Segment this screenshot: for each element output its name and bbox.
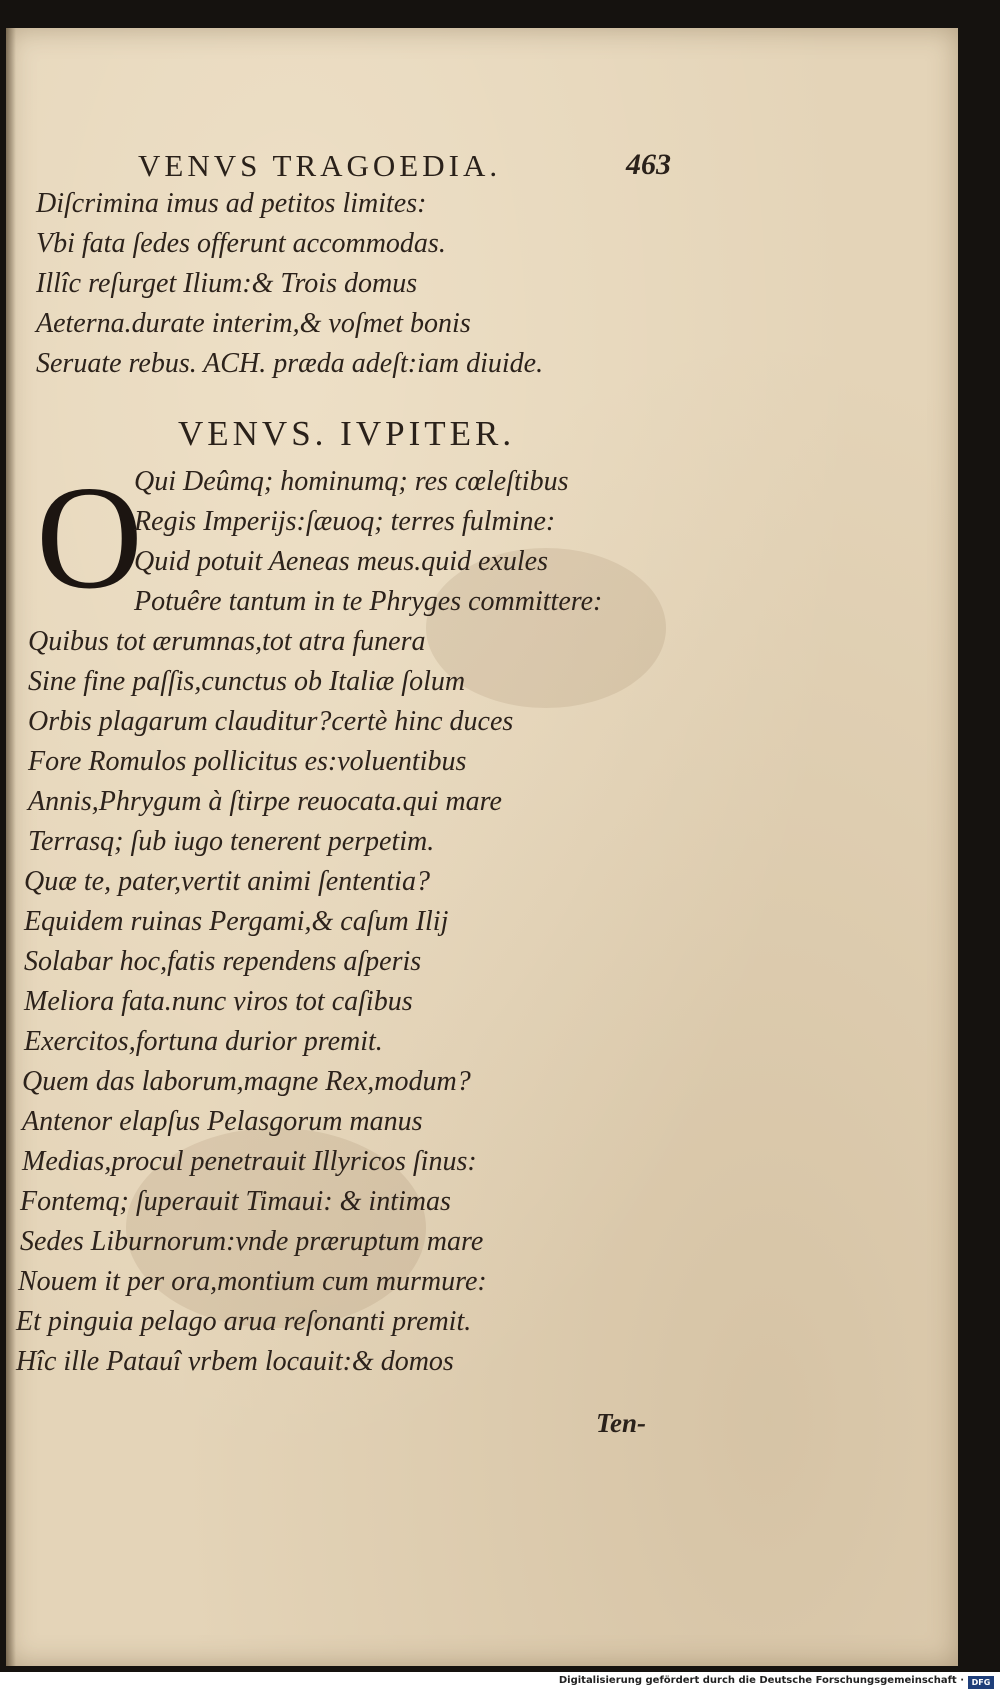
- verse-line: Terrasq; ſub iugo tenerent perpetim.: [28, 826, 435, 857]
- verse-line: Nouem it per ora,montium cum murmure:: [18, 1266, 487, 1297]
- verse-line: Hîc ille Patauî vrbem locauit:& domos: [16, 1346, 454, 1377]
- book-page: [6, 28, 958, 1666]
- page-gutter-shadow: [6, 28, 16, 1666]
- verse-line: Quid potuit Aeneas meus.quid exules: [134, 546, 548, 577]
- verse-line: Illîc reſurget Ilium:& Trois domus: [36, 268, 418, 299]
- verse-line: Fore Romulos pollicitus es:voluentibus: [28, 746, 467, 777]
- dfg-logo-icon: DFG: [968, 1676, 994, 1689]
- page-number: 463: [626, 148, 671, 181]
- scene-heading: VENVS. IVPITER.: [178, 414, 516, 453]
- verse-line: Medias,procul penetrauit Illyricos ſinus:: [22, 1146, 477, 1177]
- verse-line: Et pinguia pelago arua reſonanti premit.: [16, 1306, 472, 1337]
- verse-line: Quibus tot ærumnas,tot atra funera: [28, 626, 426, 657]
- verse-line: Quem das laborum,magne Rex,modum?: [22, 1066, 471, 1097]
- verse-line: Equidem ruinas Pergami,& caſum Ilij: [24, 906, 449, 937]
- verse-line: Exercitos,fortuna durior premit.: [24, 1026, 383, 1057]
- verse-line: Seruate rebus. ACH. præda adeſt:iam diuide.: [36, 348, 544, 379]
- verse-line: Solabar hoc,fatis rependens aſperis: [24, 946, 422, 977]
- drop-cap: O: [36, 456, 143, 620]
- verse-line: Aeterna.durate interim,& voſmet bonis: [36, 308, 471, 339]
- verse-line: Orbis plagarum clauditur?certè hinc duces: [28, 706, 514, 737]
- verse-line: Meliora fata.nunc viros tot caſibus: [24, 986, 413, 1017]
- verse-line: Diſcrimina imus ad petitos limites:: [36, 188, 427, 219]
- verse-line: Quæ te, pater,vertit animi ſententia?: [24, 866, 430, 897]
- verse-line: Annis,Phrygum à ſtirpe reuocata.qui mare: [28, 786, 502, 817]
- funding-credit: Digitalisierung gefördert durch die Deutsche Forschungsgemeinschaft ·: [558, 1675, 964, 1686]
- verse-line: Fontemq; ſuperauit Timaui: & intimas: [20, 1186, 451, 1217]
- verse-line: Qui Deûmq; hominumq; res cœleſtibus: [134, 466, 569, 497]
- verse-line: Antenor elapſus Pelasgorum manus: [22, 1106, 423, 1137]
- verse-line: Vbi fata ſedes offerunt accommodas.: [36, 228, 446, 259]
- verse-line: Potuêre tantum in te Phryges committere:: [134, 586, 603, 617]
- verse-line: Sedes Liburnorum:vnde præruptum mare: [20, 1226, 484, 1257]
- running-head: [6, 120, 958, 183]
- catchword: Ten-: [596, 1408, 647, 1438]
- footer-bar: [0, 1672, 1000, 1693]
- verse-line: Regis Imperijs:ſæuoq; terres fulmine:: [134, 506, 556, 537]
- verse-line: Sine fine paſſis,cunctus ob Italiæ ſolum: [28, 666, 466, 697]
- running-title: VENVS TRAGOEDIA.: [138, 148, 502, 183]
